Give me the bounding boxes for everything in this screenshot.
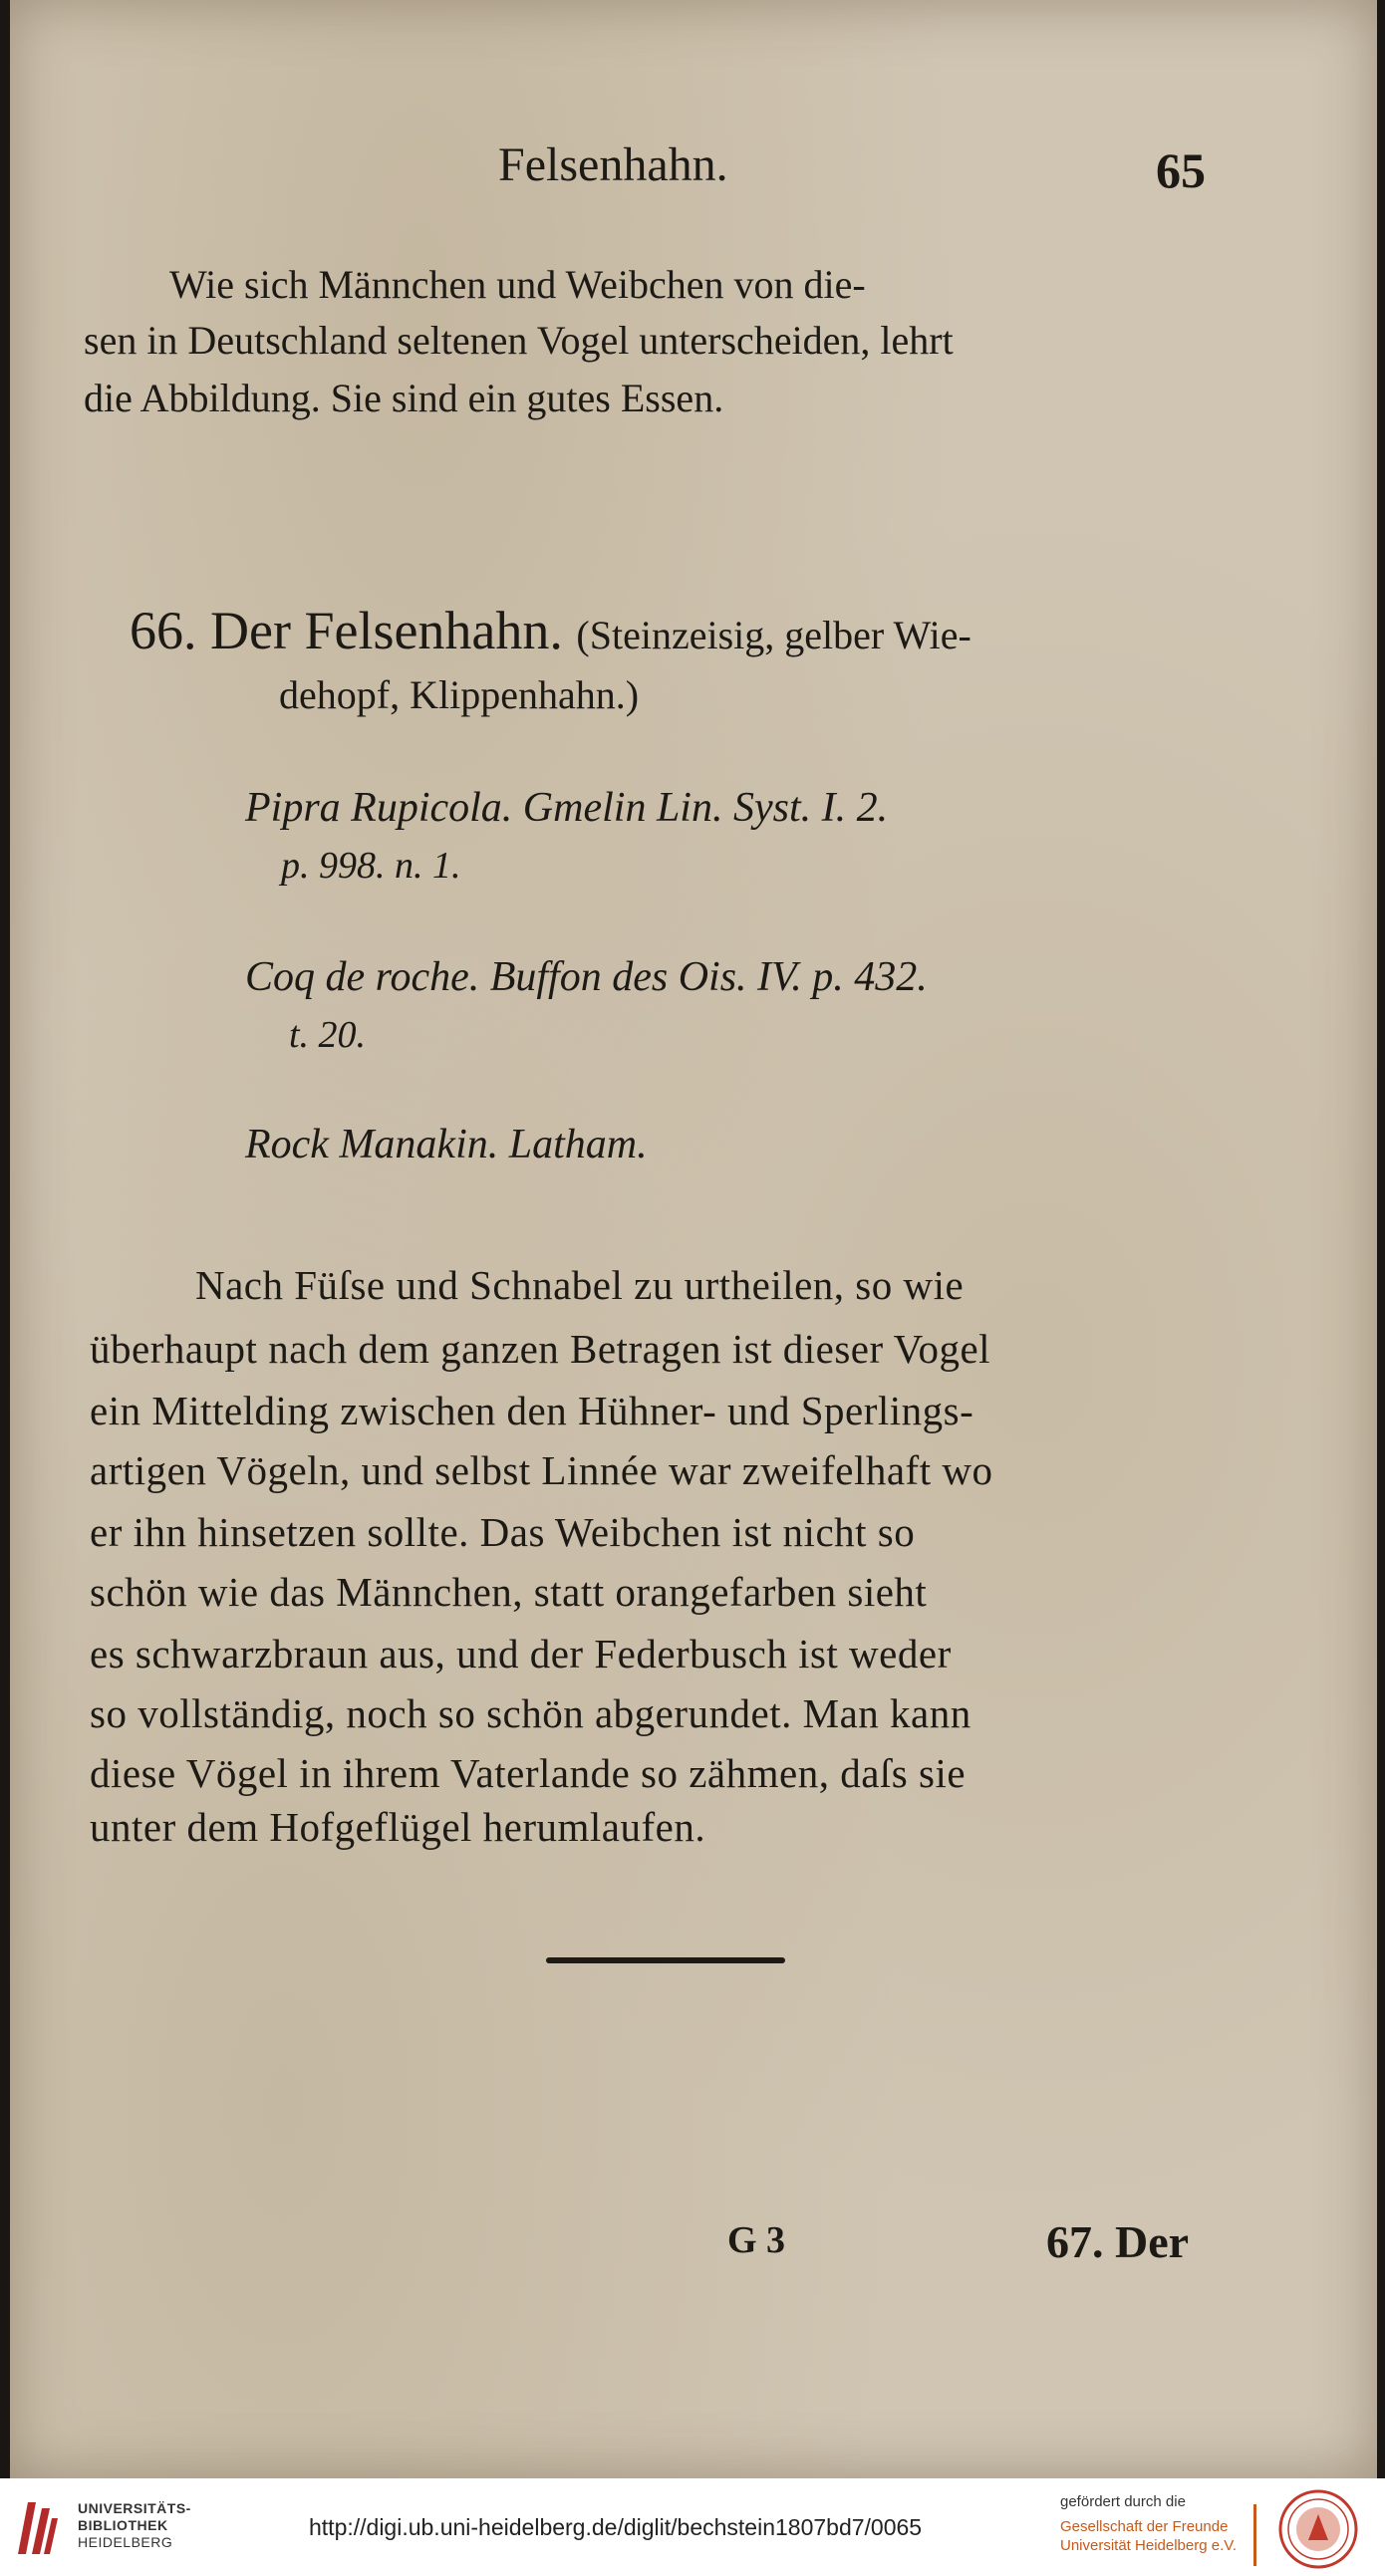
sponsor-line: Gesellschaft der Freunde [1060, 2518, 1229, 2535]
page-number: 65 [1156, 142, 1206, 198]
running-head-title: Felsenhahn. [498, 138, 728, 191]
entry-synonyms: (Steinzeisig, gelber Wie- [576, 613, 971, 657]
catchword: 67. Der [1046, 2216, 1190, 2267]
sponsor-line: Universität Heidelberg e.V. [1060, 2537, 1238, 2554]
intro-line: die Abbildung. Sie sind ein gutes Essen. [84, 376, 724, 420]
permalink-url[interactable]: http://digi.ub.uni-heidelberg.de/diglit/bechstein1807bd7/0065 [309, 2514, 923, 2540]
body-line: unter dem Hofgeflügel herumlaufen. [90, 1804, 706, 1850]
library-line: UNIVERSITÄTS- [78, 2500, 191, 2516]
library-logo-icon[interactable] [14, 2494, 60, 2560]
body-line: schön wie das Männchen, statt orangefarben sieht [90, 1569, 928, 1615]
reference-line: Pipra Rupicola. Gmelin Lin. Syst. I. 2. [245, 785, 889, 831]
entry-synonyms-cont: dehopf, Klippenhahn.) [279, 672, 640, 717]
book-page [10, 0, 1377, 2478]
intro-line: Wie sich Männchen und Weibchen von die- [169, 262, 866, 307]
library-name [78, 2500, 191, 2551]
sponsor-prefix: gefördert durch die [1060, 2493, 1186, 2510]
body-line: diese Vögel in ihrem Vaterlande so zähmen, daſs sie [90, 1750, 967, 1796]
section-rule [546, 1957, 785, 1963]
intro-line: sen in Deutschland seltenen Vogel unterscheiden, lehrt [84, 318, 954, 363]
body-line: es schwarzbraun aus, und der Federbusch ist weder [90, 1631, 952, 1676]
library-line: BIBLIOTHEK [78, 2517, 168, 2533]
reference-line: t. 20. [289, 1014, 367, 1056]
body-line: Nach Füſse und Schnabel zu urtheilen, so wie [195, 1262, 965, 1308]
entry-number-title: 66. Der Felsenhahn. [130, 601, 563, 660]
body-line: artigen Vögeln, und selbst Linnée war zweifelhaft wo [90, 1447, 993, 1493]
sponsor-divider [1253, 2504, 1256, 2566]
footer-bar [0, 2478, 1385, 2576]
body-line: er ihn hinsetzen sollte. Das Weibchen ist nicht so [90, 1509, 916, 1555]
body-line: so vollständig, noch so schön abgerundet. Man kann [90, 1690, 971, 1736]
reference-line: p. 998. n. 1. [281, 845, 461, 887]
sponsor-block [1060, 2492, 1259, 2555]
reference-line: Rock Manakin. Latham. [245, 1122, 648, 1167]
reference-line: Coq de roche. Buffon des Ois. IV. p. 432. [245, 954, 928, 1000]
entry-heading [130, 601, 971, 660]
body-line: ein Mittelding zwischen den Hühner- und Sperlings- [90, 1388, 974, 1433]
signature-mark: G 3 [727, 2219, 786, 2261]
body-line: überhaupt nach dem ganzen Betragen ist dieser Vogel [90, 1326, 991, 1372]
university-seal-icon[interactable] [1277, 2488, 1359, 2570]
library-line: HEIDELBERG [78, 2534, 173, 2550]
